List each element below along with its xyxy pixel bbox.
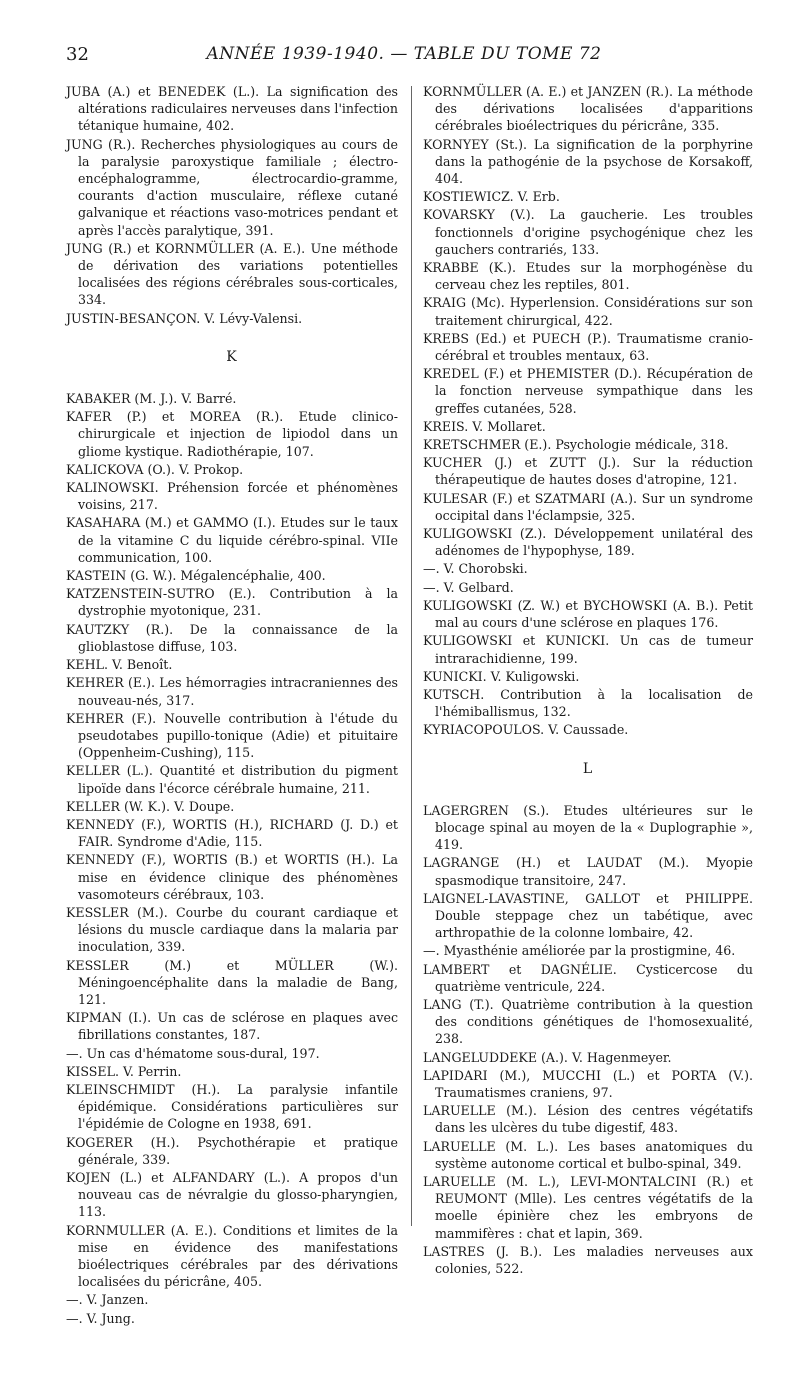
- index-entry: JUBA (A.) et BENEDEK (L.). La signification des altérations radiculaires nerveuses dans l'infection tétanique humaine, 402.: [66, 84, 398, 134]
- index-entry: —. V. Jung.: [66, 1310, 135, 1326]
- index-entry: KRAIG (Mc). Hyperlension. Considérations sur son traitement chirurgical, 422.: [423, 295, 753, 328]
- index-entry: LANGELUDDEKE (A.). V. Hagenmeyer.: [423, 1049, 672, 1065]
- index-entry: KAUTZKY (R.). De la connaissance de la glioblastose diffuse, 103.: [66, 621, 398, 654]
- index-entry: KOVARSKY (V.). La gaucherie. Les troubles fonctionnels d'origine psychogénique chez les gauchers contrariés, 133.: [423, 207, 753, 257]
- index-entry: KRETSCHMER (E.). Psychologie médicale, 318.: [423, 437, 729, 453]
- index-entry: JUNG (R.) et KORNMÜLLER (A. E.). Une méthode de dérivation des variations potentielles localisées des régions cérébrales sous-corticales, 334.: [66, 240, 398, 308]
- index-entry: KEHRER (E.). Les hémorragies intracraniennes des nouveau-nés, 317.: [66, 675, 398, 708]
- index-entry: KULIGOWSKI et KUNICKI. Un cas de tumeur intrarachidienne, 199.: [423, 633, 753, 666]
- index-entry: KALINOWSKI. Préhension forcée et phénomènes voisins, 217.: [66, 480, 398, 513]
- index-entry: —. V. Janzen.: [66, 1292, 149, 1308]
- column-divider: [411, 86, 412, 1226]
- running-title: ANNÉE 1939-1940. — TABLE DU TOME 72: [206, 44, 602, 64]
- index-entry: KELLER (W. K.). V. Doupe.: [66, 798, 235, 814]
- index-entry: KULESAR (F.) et SZATMARI (A.). Sur un syndrome occipital dans l'éclampsie, 325.: [423, 490, 753, 523]
- index-entry: KLEINSCHMIDT (H.). La paralysie infantile épidémique. Considérations particulières sur l'épidémie de Cologne en 1938, 691.: [66, 1081, 398, 1132]
- index-entry: KENNEDY (F.), WORTIS (B.) et WORTIS (H.). La mise en évidence clinique des phénomènes vasomoteurs cérébraux, 103.: [66, 852, 398, 902]
- index-entry: KIPMAN (I.). Un cas de sclérose en plaques avec fibrillations constantes, 187.: [66, 1010, 398, 1043]
- index-entry: LANG (T.). Quatrième contribution à la question des conditions génétiques de l'homosexualité, 238.: [423, 996, 753, 1047]
- page-header: [66, 44, 742, 70]
- section-letter: K: [226, 348, 238, 365]
- index-entry: KREBS (Ed.) et PUECH (P.). Traumatisme cranio-cérébral et troubles mentaux, 63.: [423, 330, 753, 364]
- index-entry: KULIGOWSKI (Z. W.) et BYCHOWSKI (A. B.). Petit mal au cours d'une sclérose en plaques 176.: [423, 597, 753, 631]
- index-entry: KISSEL. V. Perrin.: [66, 1063, 182, 1079]
- index-entry: KREDEL (F.) et PHEMISTER (D.). Récupération de la fonction nerveuse sympathique dans les greffes cutanées, 528.: [423, 366, 753, 416]
- index-entry: KORNMULLER (A. E.). Conditions et limites de la mise en évidence des manifestations bioélectriques cérébrales par des dérivations localisées du péricrâne, 405.: [66, 1222, 398, 1290]
- index-entry: KREIS. V. Mollaret.: [423, 418, 546, 434]
- index-entry: KULIGOWSKI (Z.). Développement unilatéral des adénomes de l'hypophyse, 189.: [423, 526, 753, 559]
- index-entry: KENNEDY (F.), WORTIS (H.), RICHARD (J. D.) et FAIR. Syndrome d'Adie, 115.: [66, 816, 398, 850]
- page-number: 32: [66, 44, 89, 65]
- index-entry: —. V. Chorobski.: [423, 561, 528, 577]
- index-entry: KESSLER (M.) et MÜLLER (W.). Méningoencéphalite dans la maladie de Bang, 121.: [66, 957, 398, 1007]
- index-entry: KUNICKI. V. Kuligowski.: [423, 668, 580, 684]
- index-entry: JUNG (R.). Recherches physiologiques au cours de la paralysie paroxystique familiale ; électro-encéphalogramme, électrocardio-gramme, courants d'action musculaire, réflexe cutané galvanique et réactions vaso-motrices pendant et après l'accès paralytique, 391.: [66, 136, 398, 238]
- index-entry: KABAKER (M. J.). V. Barré.: [66, 391, 237, 407]
- index-entry: KALICKOVA (O.). V. Prokop.: [66, 461, 244, 477]
- index-entry: KASTEIN (G. W.). Mégalencéphalie, 400.: [66, 568, 326, 584]
- index-entry: —. V. Gelbard.: [423, 579, 514, 595]
- index-entry: —. Un cas d'hématome sous-dural, 197.: [66, 1045, 320, 1061]
- index-entry: KATZENSTEIN-SUTRO (E.). Contribution à la dystrophie myotonique, 231.: [66, 586, 398, 619]
- index-entry: LAGERGREN (S.). Etudes ultérieures sur le blocage spinal au moyen de la « Duplographie », 419.: [423, 802, 753, 853]
- index-entry: KRABBE (K.). Etudes sur la morphogénèse du cerveau chez les reptiles, 801.: [423, 260, 753, 293]
- index-entry: KEHRER (F.). Nouvelle contribution à l'étude du pseudotabes pupillo-tonique (Adie) et pituitaire (Oppenheim-Cushing), 115.: [66, 710, 398, 761]
- index-entry: KYRIACOPOULOS. V. Caussade.: [423, 722, 629, 738]
- index-entry: LASTRES (J. B.). Les maladies nerveuses aux colonies, 522.: [423, 1243, 753, 1276]
- index-entry: LAPIDARI (M.), MUCCHI (L.) et PORTA (V.). Traumatismes craniens, 97.: [423, 1067, 753, 1100]
- index-entry: KORNMÜLLER (A. E.) et JANZEN (R.). La méthode des dérivations localisées d'apparitions cérébrales bioélectriques du péricrâne, 335.: [423, 84, 753, 134]
- index-entry: KASAHARA (M.) et GAMMO (I.). Etudes sur le taux de la vitamine C du liquide cérébro-spinal. VIIe communication, 100.: [66, 515, 398, 565]
- index-entry: LARUELLE (M. L.), LEVI-MONTALCINI (R.) et REUMONT (Mlle). Les centres végétatifs de la moelle épinière chez les embryons de mammifères : chat et lapin, 369.: [423, 1173, 753, 1241]
- right-column: [423, 83, 753, 1278]
- index-entry: KEHL. V. Benoît.: [66, 657, 173, 673]
- index-entry: JUSTIN-BESANÇON. V. Lévy-Valensi.: [66, 310, 303, 326]
- index-entry: KUTSCH. Contribution à la localisation de l'hémiballismus, 132.: [423, 686, 753, 720]
- index-entry: KOGERER (H.). Psychothérapie et pratique générale, 339.: [66, 1134, 398, 1167]
- index-entry: LAMBERT et DAGNÉLIE. Cysticercose du quatrième ventricule, 224.: [423, 961, 753, 994]
- index-entry: KUCHER (J.) et ZUTT (J.). Sur la réduction thérapeutique de hautes doses d'atropine, 121.: [423, 455, 753, 488]
- index-entry: KORNYEY (St.). La signification de la porphyrine dans la pathogénie de la psychose de Korsakoff, 404.: [423, 136, 753, 187]
- index-entry: KELLER (L.). Quantité et distribution du pigment lipoïde dans l'écorce cérébrale humaine, 211.: [66, 763, 398, 796]
- index-entry: LAGRANGE (H.) et LAUDAT (M.). Myopie spasmodique transitoire, 247.: [423, 855, 753, 888]
- index-entry: —. Myasthénie améliorée par la prostigmine, 46.: [423, 943, 736, 959]
- left-column: [66, 83, 398, 1328]
- index-entry: KOJEN (L.) et ALFANDARY (L.). A propos d'un nouveau cas de névralgie du glosso-pharyngien, 113.: [66, 1169, 398, 1220]
- index-entry: KOSTIEWICZ. V. Erb.: [423, 189, 560, 205]
- section-letter: L: [582, 760, 594, 777]
- index-entry: KAFER (P.) et MOREA (R.). Etude clinico-chirurgicale et injection de lipiodol dans un gliome kystique. Radiothérapie, 107.: [66, 409, 398, 459]
- index-entry: LARUELLE (M.). Lésion des centres végétatifs dans les ulcères du tube digestif, 483.: [423, 1103, 753, 1136]
- index-entry: KESSLER (M.). Courbe du courant cardiaque et lésions du muscle cardiaque dans la malaria par inoculation, 339.: [66, 904, 398, 955]
- index-entry: LAIGNEL-LAVASTINE, GALLOT et PHILIPPE. Double steppage chez un tabétique, avec arthropathie de la colonne lombaire, 42.: [423, 890, 753, 941]
- index-entry: LARUELLE (M. L.). Les bases anatomiques du système autonome cortical et bulbo-spinal, 349.: [423, 1138, 753, 1171]
